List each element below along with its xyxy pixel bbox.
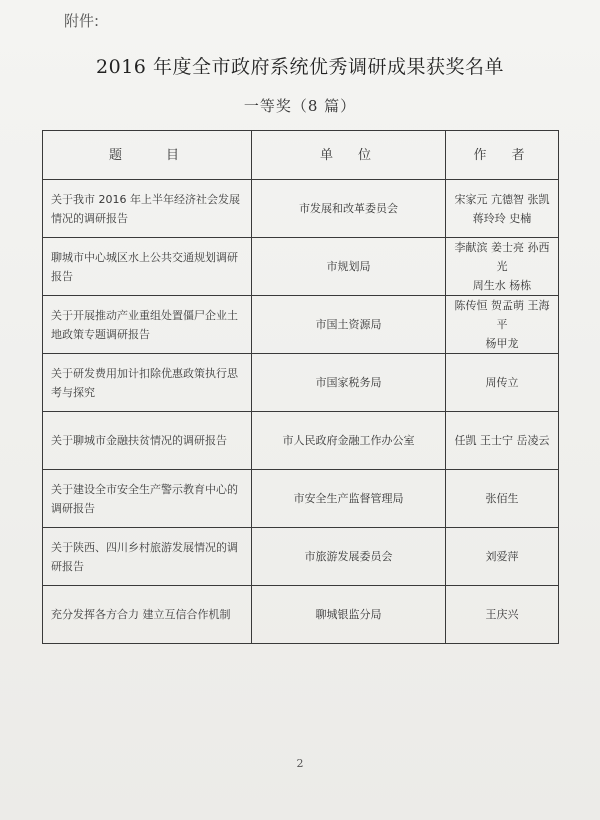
- table-row: [43, 528, 559, 586]
- topic-cell: 关于开展推动产业重组处置僵尸企业土地政策专题调研报告: [43, 296, 252, 354]
- author-line: 蒋玲玲 史楠: [472, 211, 532, 225]
- attachment-label: 附件:: [64, 12, 100, 30]
- table-row: [43, 354, 559, 412]
- unit-cell: 市安全生产监督管理局: [252, 470, 446, 528]
- table-header-row: [43, 131, 559, 180]
- table-row: [43, 586, 559, 644]
- unit-cell: 市旅游发展委员会: [252, 528, 446, 586]
- author-line: 刘爱萍: [485, 550, 519, 563]
- table-row: [43, 412, 559, 470]
- unit-cell: 市发展和改革委员会: [252, 180, 446, 238]
- topic-cell: 关于我市 2016 年上半年经济社会发展情况的调研报告: [43, 180, 252, 238]
- column-header-author: 作 者: [446, 131, 559, 180]
- author-cell: [446, 470, 559, 528]
- author-line: 宋家元 亢德智 张凯: [454, 192, 550, 206]
- author-cell: [446, 296, 559, 354]
- topic-cell: 充分发挥各方合力 建立互信合作机制: [43, 586, 252, 644]
- unit-cell: 市国家税务局: [252, 354, 446, 412]
- author-line: 陈传恒 贺孟萌 王海平: [454, 299, 550, 331]
- unit-cell: 市人民政府金融工作办公室: [252, 412, 446, 470]
- author-cell: [446, 238, 559, 296]
- topic-cell: 关于陕西、四川乡村旅游发展情况的调研报告: [43, 528, 252, 586]
- award-level: 一等奖（8 篇）: [243, 97, 357, 115]
- page-title: 2016 年度全市政府系统优秀调研成果获奖名单: [96, 56, 504, 78]
- table-row: [43, 470, 559, 528]
- author-line: 王庆兴: [485, 608, 519, 621]
- table-row: [43, 180, 559, 238]
- author-cell: [446, 354, 559, 412]
- author-line: 杨甲龙: [485, 337, 519, 350]
- topic-cell: 关于研发费用加计扣除优惠政策执行思考与探究: [43, 354, 252, 412]
- column-header-unit: 单 位: [252, 131, 446, 180]
- unit-cell: 聊城银监分局: [252, 586, 446, 644]
- author-cell: [446, 180, 559, 238]
- unit-cell: 市规划局: [252, 238, 446, 296]
- award-table: [42, 130, 559, 644]
- table-row: [43, 296, 559, 354]
- author-cell: [446, 528, 559, 586]
- author-cell: [446, 586, 559, 644]
- author-line: 周生水 杨栋: [472, 279, 532, 292]
- author-line: 张佰生: [485, 492, 519, 505]
- author-line: 任凯 王士宁 岳凌云: [454, 434, 550, 447]
- unit-cell: 市国土资源局: [252, 296, 446, 354]
- page-number: 2: [296, 757, 304, 770]
- topic-cell: 关于聊城市金融扶贫情况的调研报告: [43, 412, 252, 470]
- author-line: 李献滨 姜士亮 孙西光: [454, 241, 550, 273]
- topic-cell: 聊城市中心城区水上公共交通规划调研报告: [43, 238, 252, 296]
- column-header-topic: 题 目: [43, 131, 252, 180]
- table-row: [43, 238, 559, 296]
- topic-cell: 关于建设全市安全生产警示教育中心的调研报告: [43, 470, 252, 528]
- author-line: 周传立: [485, 376, 519, 389]
- author-cell: [446, 412, 559, 470]
